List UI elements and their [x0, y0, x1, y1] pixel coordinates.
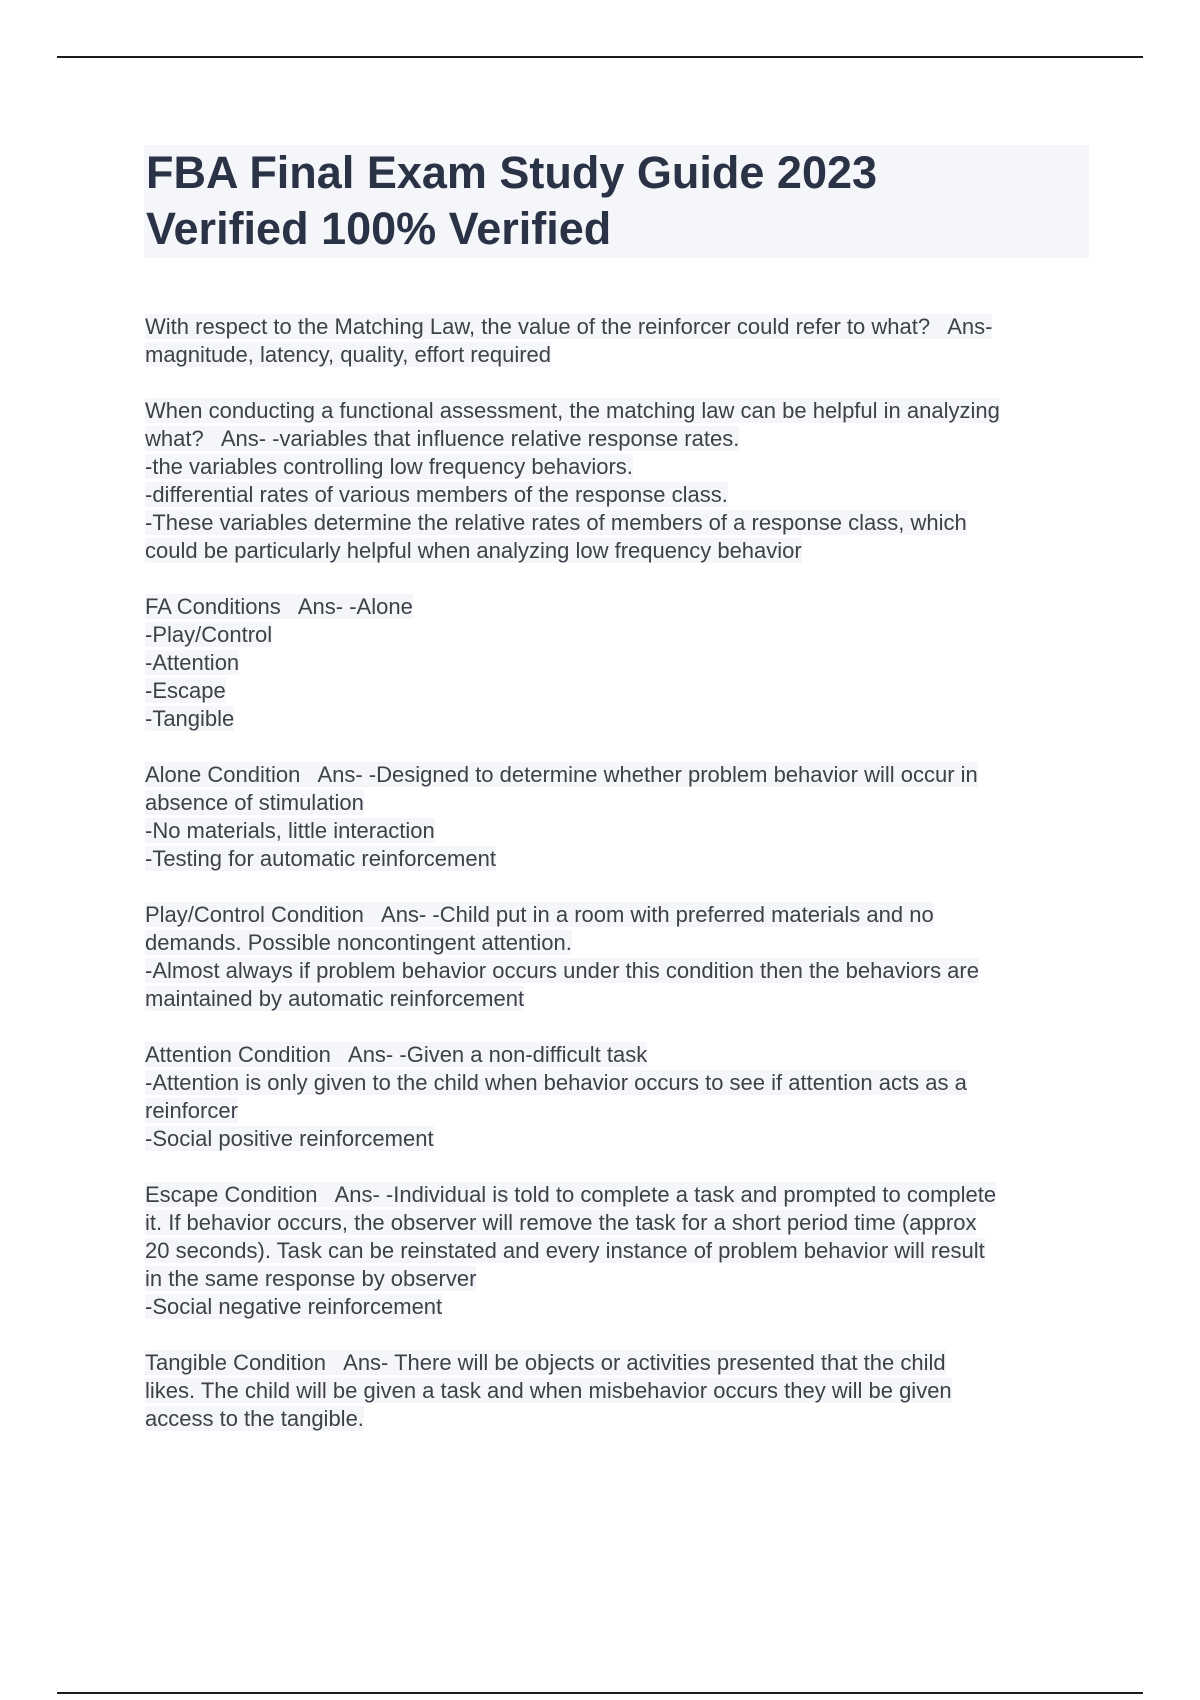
qa-line — [145, 481, 1100, 509]
qa-line-text: reinforcer — [145, 1098, 238, 1123]
qa-line-text: -These variables determine the relative rates of members of a response class, which — [145, 510, 967, 535]
qa-line — [145, 1097, 1100, 1125]
qa-line — [145, 705, 1100, 733]
qa-line-text: -No materials, little interaction — [145, 818, 435, 843]
title-block — [144, 145, 1089, 258]
qa-line-text: -Escape — [145, 678, 226, 703]
qa-line-text: -Testing for automatic reinforcement — [145, 846, 496, 871]
qa-line-text: could be particularly helpful when analyzing low frequency behavior — [145, 538, 802, 563]
top-rule — [57, 56, 1143, 58]
qa-line — [145, 901, 1100, 929]
qa-block — [145, 313, 1100, 369]
qa-line — [145, 789, 1100, 817]
qa-block — [145, 1041, 1100, 1153]
qa-line-text: Tangible Condition Ans- There will be objects or activities presented that the child — [145, 1350, 946, 1375]
qa-line — [145, 929, 1100, 957]
qa-line — [145, 1125, 1100, 1153]
qa-line-text: -Social positive reinforcement — [145, 1126, 434, 1151]
qa-line-text: -Attention — [145, 650, 240, 675]
qa-line-text: maintained by automatic reinforcement — [145, 986, 525, 1011]
qa-line-text: access to the tangible. — [145, 1406, 364, 1431]
qa-line-text: 20 seconds). Task can be reinstated and every instance of problem behavior will result — [145, 1238, 985, 1263]
study-guide-content — [145, 313, 1100, 1461]
qa-line — [145, 761, 1100, 789]
qa-line — [145, 1265, 1100, 1293]
qa-block — [145, 1349, 1100, 1433]
qa-line-text: Attention Condition Ans- -Given a non-difficult task — [145, 1042, 648, 1067]
qa-line-text: -the variables controlling low frequency behaviors. — [145, 454, 633, 479]
qa-block — [145, 761, 1100, 873]
qa-line — [145, 313, 1100, 341]
bottom-rule — [57, 1692, 1143, 1694]
qa-line-text: -Social negative reinforcement — [145, 1294, 443, 1319]
qa-line-text: it. If behavior occurs, the observer will remove the task for a short period time (approx — [145, 1210, 977, 1235]
qa-line — [145, 1349, 1100, 1377]
qa-line — [145, 649, 1100, 677]
qa-line-text: -differential rates of various members of the response class. — [145, 482, 728, 507]
qa-line-text: -Almost always if problem behavior occurs under this condition then the behaviors are — [145, 958, 979, 983]
qa-line — [145, 1209, 1100, 1237]
qa-line-text: Play/Control Condition Ans- -Child put in a room with preferred materials and no — [145, 902, 934, 927]
qa-line — [145, 593, 1100, 621]
qa-line — [145, 1293, 1100, 1321]
qa-block — [145, 901, 1100, 1013]
qa-line — [145, 1181, 1100, 1209]
qa-line — [145, 817, 1100, 845]
qa-line-text: Escape Condition Ans- -Individual is told to complete a task and prompted to complete — [145, 1182, 997, 1207]
qa-line-text: -Attention is only given to the child when behavior occurs to see if attention acts as a — [145, 1070, 967, 1095]
title-line-1: FBA Final Exam Study Guide 2023 — [146, 147, 878, 198]
qa-line-text: -Tangible — [145, 706, 235, 731]
qa-line — [145, 453, 1100, 481]
qa-line-text: When conducting a functional assessment, the matching law can be helpful in analyzing — [145, 398, 1000, 423]
qa-line — [145, 1041, 1100, 1069]
qa-line-text: Alone Condition Ans- -Designed to determine whether problem behavior will occur in — [145, 762, 978, 787]
qa-line — [145, 1069, 1100, 1097]
qa-line — [145, 1405, 1100, 1433]
qa-line — [145, 677, 1100, 705]
qa-line — [145, 985, 1100, 1013]
qa-line-text: magnitude, latency, quality, effort required — [145, 342, 552, 367]
qa-line — [145, 1237, 1100, 1265]
qa-line — [145, 957, 1100, 985]
qa-line-text: what? Ans- -variables that influence relative response rates. — [145, 426, 740, 451]
page-title — [144, 145, 1089, 257]
qa-line — [145, 1377, 1100, 1405]
title-line-2: Verified 100% Verified — [146, 203, 612, 254]
qa-block — [145, 1181, 1100, 1321]
qa-line — [145, 341, 1100, 369]
qa-line-text: With respect to the Matching Law, the value of the reinforcer could refer to what? Ans- — [145, 314, 993, 339]
qa-line — [145, 621, 1100, 649]
qa-line-text: demands. Possible noncontingent attention. — [145, 930, 572, 955]
qa-line-text: in the same response by observer — [145, 1266, 477, 1291]
qa-line — [145, 397, 1100, 425]
qa-line — [145, 845, 1100, 873]
qa-line — [145, 425, 1100, 453]
qa-block — [145, 593, 1100, 733]
qa-block — [145, 397, 1100, 565]
qa-line-text: likes. The child will be given a task and when misbehavior occurs they will be given — [145, 1378, 952, 1403]
qa-line-text: FA Conditions Ans- -Alone — [145, 594, 413, 619]
qa-line-text: -Play/Control — [145, 622, 273, 647]
qa-line — [145, 509, 1100, 537]
qa-line — [145, 537, 1100, 565]
qa-line-text: absence of stimulation — [145, 790, 364, 815]
